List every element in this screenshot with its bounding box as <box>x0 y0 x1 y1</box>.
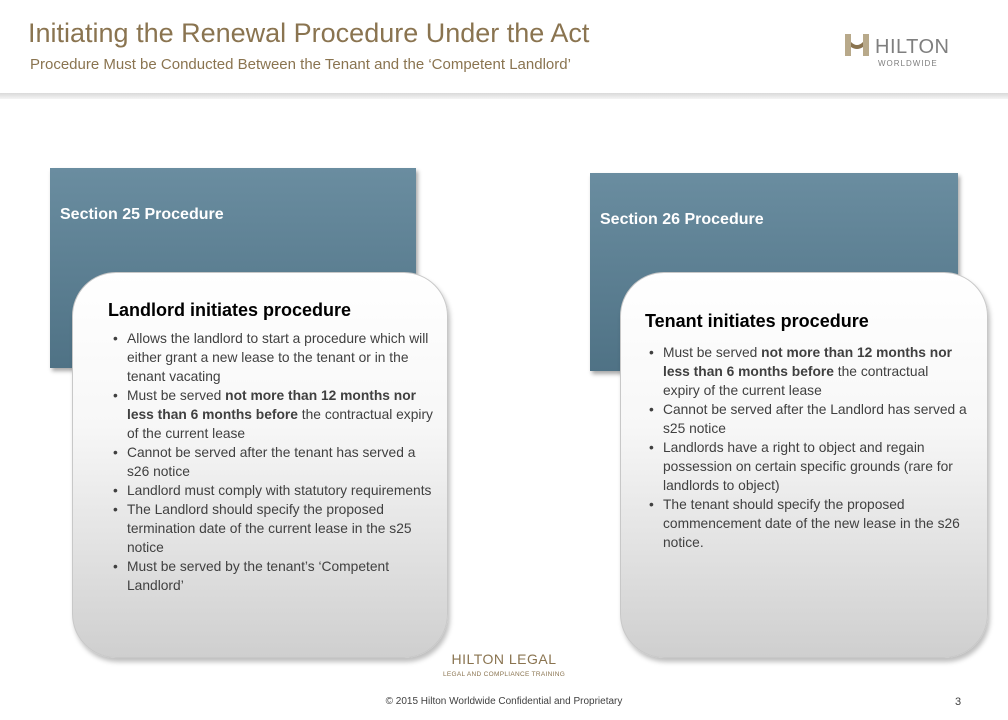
copyright-text: © 2015 Hilton Worldwide Confidential and Proprietary <box>385 696 623 707</box>
hilton-logo <box>842 30 972 74</box>
landlord-card <box>72 272 448 658</box>
page-title: Initiating the Renewal Procedure Under the Act <box>28 18 590 48</box>
footer-tagline: LEGAL AND COMPLIANCE TRAINING <box>442 671 566 678</box>
tenant-card <box>620 272 988 658</box>
page-subtitle: Procedure Must be Conducted Between the Tenant and the ‘Competent Landlord’ <box>30 56 571 73</box>
list-item: • Must be served by the tenant’s ‘Competent Landlord’ <box>113 557 433 595</box>
list-item: • Landlords have a right to object and regain possession on certain specific grounds (rare for landlords to object) <box>649 438 967 495</box>
list-item: • The Landlord should specify the proposed termination date of the current lease in the s25 notice <box>113 500 433 557</box>
list-item: • Must be served not more than 12 months nor less than 6 months before the contractual expiry of the current lease <box>649 343 967 400</box>
logo-wordmark: HILTON <box>875 36 950 58</box>
footer-brand: HILTON LEGAL <box>451 651 557 667</box>
section26-label: Section 26 Procedure <box>600 211 764 228</box>
landlord-bullet-list <box>113 329 433 595</box>
hilton-h-icon <box>842 30 872 60</box>
header-divider <box>0 93 1008 99</box>
list-item: • Cannot be served after the tenant has served a s26 notice <box>113 443 433 481</box>
list-item: • Landlord must comply with statutory requirements <box>113 481 433 500</box>
list-item: • Must be served not more than 12 months nor less than 6 months before the contractual expiry of the current lease <box>113 386 433 443</box>
tenant-bullet-list <box>649 343 967 552</box>
page-number: 3 <box>955 696 962 708</box>
list-item: • Cannot be served after the Landlord has served a s25 notice <box>649 400 967 438</box>
tenant-card-title: Tenant initiates procedure <box>645 311 869 331</box>
section25-label: Section 25 Procedure <box>60 206 224 223</box>
list-item: • The tenant should specify the proposed commencement date of the new lease in the s26 notice. <box>649 495 967 552</box>
logo-subtext: WORLDWIDE <box>878 59 938 68</box>
list-item: • Allows the landlord to start a procedure which will either grant a new lease to the tenant or in the tenant vacating <box>113 329 433 386</box>
landlord-card-title: Landlord initiates procedure <box>108 300 352 320</box>
